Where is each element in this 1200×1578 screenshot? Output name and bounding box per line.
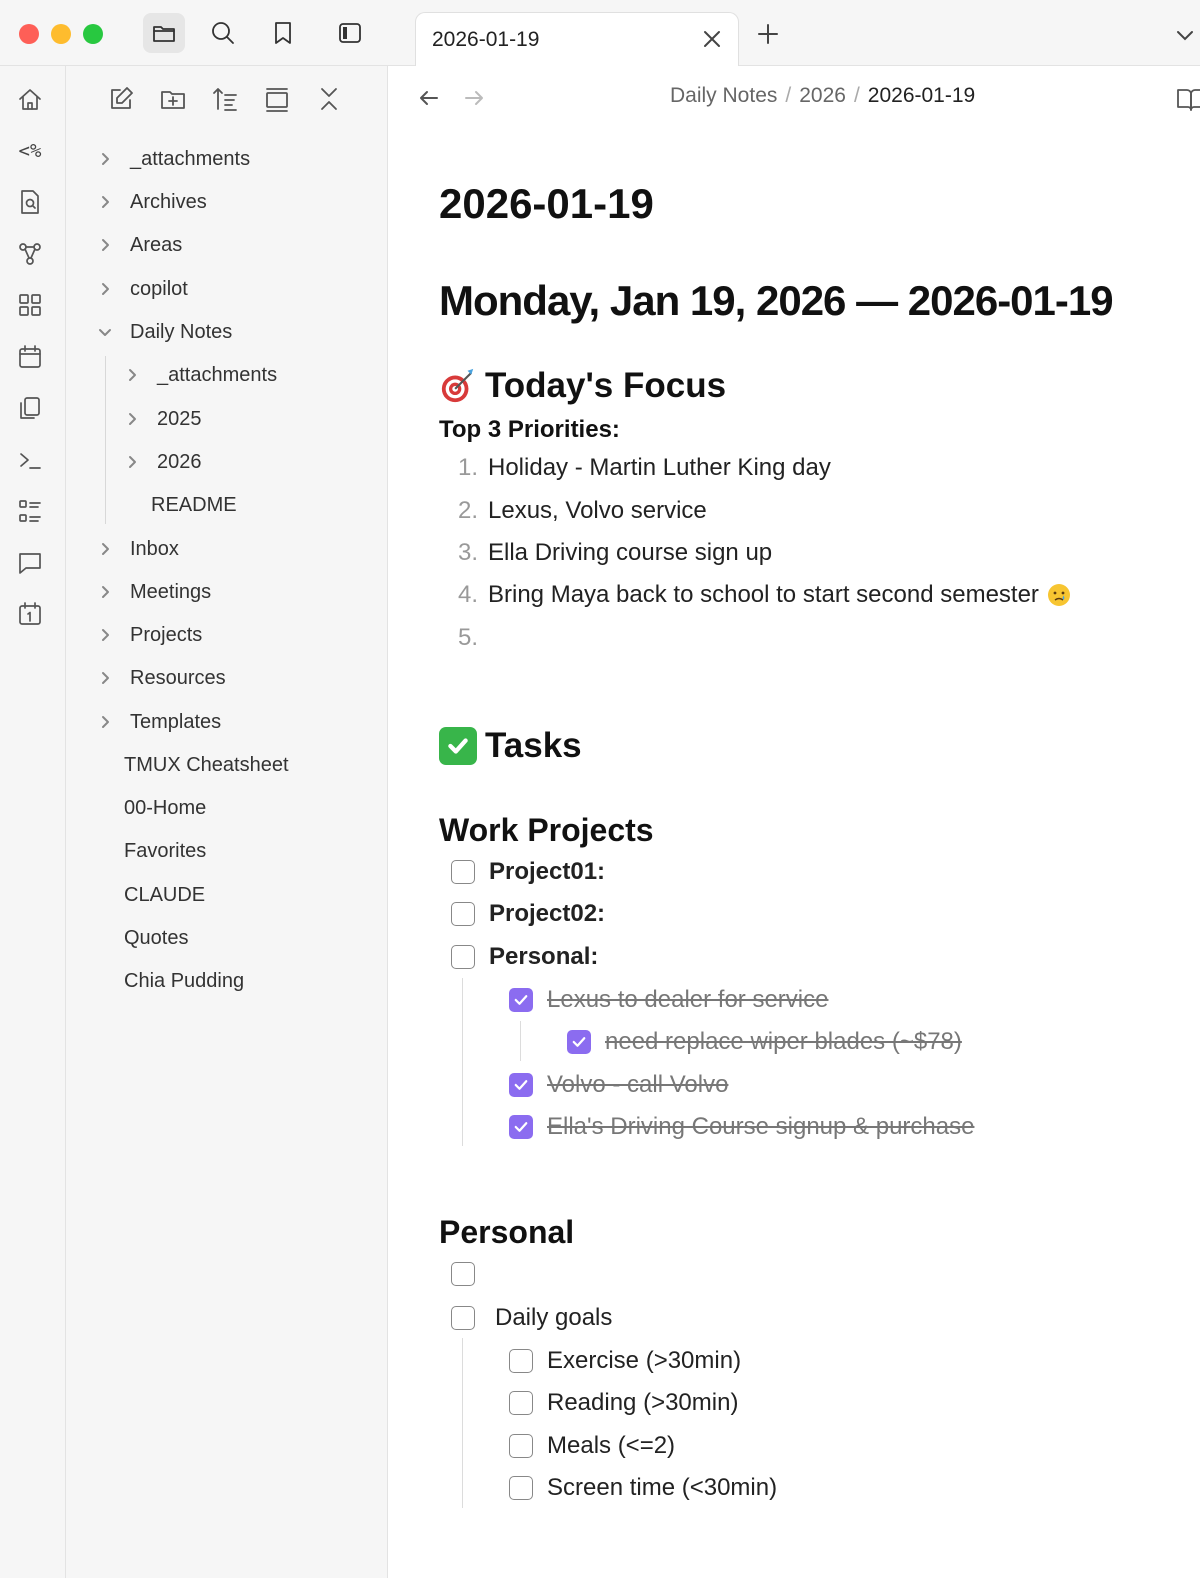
- task-text: Project01:: [489, 858, 606, 885]
- list-number: 4.: [458, 581, 479, 608]
- tree-item-label: CLAUDE: [124, 883, 206, 906]
- breadcrumb-separator: /: [853, 84, 860, 107]
- tree-item-label: Templates: [130, 710, 222, 733]
- task-text: Ella's Driving Course signup & purchase: [547, 1113, 975, 1140]
- breadcrumb: [670, 84, 975, 108]
- tree-folder-daily-attachments[interactable]: [121, 360, 277, 390]
- task-checkbox[interactable]: [509, 1434, 533, 1458]
- arrow-right-icon: [461, 85, 487, 111]
- task-item-done[interactable]: [509, 1071, 728, 1099]
- home-icon: [16, 86, 44, 114]
- tree-folder-areas[interactable]: [94, 230, 182, 260]
- task-item[interactable]: [509, 1347, 741, 1375]
- priority-text: Ella Driving course sign up: [488, 539, 773, 566]
- titlebar-left: [0, 0, 388, 66]
- file-explorer: [66, 66, 388, 1578]
- tree-item-label: Projects: [130, 623, 203, 646]
- calendar-day-icon: [16, 600, 44, 628]
- ribbon-graph-button[interactable]: [16, 240, 44, 268]
- task-text: Lexus to dealer for service: [547, 986, 829, 1013]
- chevron-right-icon[interactable]: [121, 408, 143, 430]
- minimize-window-button[interactable]: [51, 24, 71, 44]
- list-number: 2.: [458, 497, 479, 524]
- tree-folder-copilot[interactable]: [94, 274, 188, 304]
- tab-list-button[interactable]: [1174, 24, 1196, 46]
- tree-folder-inbox[interactable]: [94, 534, 179, 564]
- ribbon-templater-button[interactable]: [12, 137, 48, 165]
- tree-item-label: _attachments: [130, 147, 251, 170]
- chevron-right-icon[interactable]: [94, 624, 116, 646]
- task-item[interactable]: [509, 1474, 777, 1502]
- task-text: Reading (>30min): [547, 1389, 739, 1416]
- sidebar-icon: [337, 20, 363, 46]
- sort-button[interactable]: [210, 84, 240, 114]
- chevron-down-icon[interactable]: [94, 321, 116, 343]
- task-item[interactable]: [451, 1262, 489, 1286]
- forward-button[interactable]: [461, 85, 487, 111]
- tree-file-readme[interactable]: [151, 490, 237, 520]
- indent-guide: [462, 1338, 463, 1508]
- tree-item-label: Areas: [130, 233, 183, 256]
- indent-guide: [520, 1021, 521, 1061]
- task-checkbox[interactable]: [509, 1476, 533, 1500]
- tree-folder-2025[interactable]: [121, 404, 202, 434]
- close-icon: [700, 27, 724, 51]
- tree-file-tmux-cheatsheet[interactable]: [124, 750, 289, 780]
- tasks-heading: [439, 726, 582, 766]
- priorities-label: Top 3 Priorities:: [439, 416, 620, 443]
- tree-folder-projects[interactable]: [94, 620, 202, 650]
- chevron-right-icon[interactable]: [94, 581, 116, 603]
- tree-item-label: Quotes: [124, 926, 189, 949]
- task-item[interactable]: [451, 1304, 612, 1332]
- task-text: Meals (<=2): [547, 1432, 676, 1459]
- tree-item-label: Daily Notes: [130, 320, 233, 343]
- list-icon: [16, 497, 44, 525]
- tree-folder-2026[interactable]: [121, 447, 202, 477]
- folder-icon: [151, 20, 177, 46]
- file-search-icon: [16, 188, 44, 216]
- tree-folder-resources[interactable]: [94, 663, 226, 693]
- task-text: Screen time (<30min): [547, 1474, 778, 1501]
- task-item-done[interactable]: [567, 1028, 962, 1056]
- tree-folder-meetings[interactable]: [94, 577, 211, 607]
- priority-text: Bring Maya back to school to start second semester: [488, 581, 1039, 608]
- focus-heading: [439, 366, 726, 406]
- task-checkbox[interactable]: [451, 860, 475, 884]
- priority-text: Holiday - Martin Luther King day: [488, 454, 831, 481]
- tree-folder-attachments[interactable]: [94, 144, 250, 174]
- task-checkbox[interactable]: [451, 1262, 475, 1286]
- breadcrumb-separator: /: [785, 84, 792, 107]
- files-view-button[interactable]: [143, 13, 185, 53]
- task-checkbox[interactable]: [451, 1306, 475, 1330]
- tasks-heading-text: Tasks: [485, 726, 582, 765]
- list-number: 1.: [458, 454, 479, 481]
- focus-heading-text: Today's Focus: [485, 366, 727, 405]
- task-text: Volvo - call Volvo: [547, 1071, 729, 1098]
- tree-item-label: _attachments: [157, 363, 278, 386]
- task-checkbox[interactable]: [451, 902, 475, 926]
- tree-item-label: README: [151, 493, 237, 516]
- ribbon-terminal-button[interactable]: [16, 446, 44, 474]
- check-icon: [512, 1118, 530, 1136]
- tree-item-label: 2025: [157, 407, 202, 430]
- chevron-right-icon[interactable]: [121, 451, 143, 473]
- ribbon-chat-button[interactable]: [16, 549, 44, 577]
- tree-file-quotes[interactable]: [124, 923, 188, 953]
- check-icon: [512, 1076, 530, 1094]
- chevron-right-icon[interactable]: [94, 148, 116, 170]
- date-heading: Monday, Jan 19, 2026 — 2026-01-19: [439, 277, 1113, 324]
- task-text: Project02:: [489, 900, 606, 927]
- priority-item[interactable]: [458, 581, 1071, 609]
- task-text: Exercise (>30min): [547, 1347, 742, 1374]
- chat-icon: [16, 549, 44, 577]
- tree-file-favorites[interactable]: [124, 836, 206, 866]
- new-tab-button[interactable]: [756, 22, 780, 46]
- plus-icon: [756, 22, 780, 46]
- target-icon: [439, 367, 477, 405]
- task-checkbox-checked[interactable]: [509, 1115, 533, 1139]
- note-title[interactable]: 2026-01-19: [439, 180, 654, 227]
- task-checkbox[interactable]: [509, 1349, 533, 1373]
- tree-item-label: TMUX Cheatsheet: [124, 753, 289, 776]
- tree-folder-daily-notes[interactable]: [94, 317, 232, 347]
- task-text: Daily goals: [495, 1304, 613, 1331]
- tree-item-label: Resources: [130, 666, 226, 689]
- edit-icon: [107, 85, 135, 113]
- task-text: Personal:: [489, 943, 599, 970]
- ribbon: [0, 66, 66, 1578]
- reveal-icon: [263, 85, 291, 113]
- task-item-done[interactable]: [509, 986, 828, 1014]
- tab-bar: [388, 0, 1200, 66]
- tree-item-label: Favorites: [124, 839, 207, 862]
- breadcrumb-daily-notes[interactable]: Daily Notes: [670, 84, 778, 107]
- chevron-right-icon[interactable]: [94, 278, 116, 300]
- book-open-icon: [1176, 86, 1200, 112]
- collapse-all-button[interactable]: [314, 84, 344, 114]
- check-icon: [512, 991, 530, 1009]
- new-note-button[interactable]: [106, 84, 136, 114]
- chevron-right-icon[interactable]: [94, 234, 116, 256]
- task-item[interactable]: [451, 858, 605, 886]
- tree-folder-templates[interactable]: [94, 707, 221, 737]
- task-item[interactable]: [509, 1389, 738, 1417]
- check-icon: [570, 1033, 588, 1051]
- templater-icon: <%: [18, 140, 42, 162]
- tab-title: 2026-01-19: [432, 28, 540, 51]
- indent-guide: [105, 356, 106, 524]
- chevron-down-icon: [1174, 24, 1196, 46]
- tree-folder-archives[interactable]: [94, 187, 207, 217]
- ribbon-calendar-day-button[interactable]: [16, 600, 44, 628]
- grid-icon: [16, 291, 44, 319]
- tree-item-label: Archives: [130, 190, 207, 213]
- arrow-left-icon: [416, 85, 442, 111]
- copy-icon: [16, 394, 44, 422]
- tree-item-label: Chia Pudding: [124, 969, 245, 992]
- auto-reveal-button[interactable]: [262, 84, 292, 114]
- toggle-sidebar-button[interactable]: [329, 13, 371, 53]
- collapse-icon: [315, 85, 343, 113]
- priority-item[interactable]: [458, 497, 707, 525]
- task-checkbox[interactable]: [451, 945, 475, 969]
- reading-view-button[interactable]: [1176, 86, 1200, 112]
- task-item[interactable]: [451, 900, 605, 928]
- task-item[interactable]: [509, 1432, 675, 1460]
- terminal-icon: [16, 446, 44, 474]
- ribbon-daily-note-button[interactable]: [16, 343, 44, 371]
- priority-text: Lexus, Volvo service: [488, 497, 707, 524]
- explorer-actions: [106, 84, 344, 114]
- tree-item-label: Inbox: [130, 537, 179, 560]
- chevron-right-icon[interactable]: [121, 364, 143, 386]
- task-checkbox-checked[interactable]: [509, 1073, 533, 1097]
- task-checkbox[interactable]: [509, 1391, 533, 1415]
- tree-file-chia-pudding[interactable]: [124, 966, 244, 996]
- indent-guide: [462, 978, 463, 1146]
- list-number: 3.: [458, 539, 479, 566]
- chevron-right-icon[interactable]: [94, 667, 116, 689]
- folder-plus-icon: [159, 85, 187, 113]
- list-number: 5.: [458, 624, 479, 651]
- task-item-done[interactable]: [509, 1113, 974, 1141]
- personal-heading: Personal: [439, 1214, 575, 1250]
- search-icon: [210, 20, 236, 46]
- chevron-right-icon[interactable]: [94, 711, 116, 733]
- search-view-button[interactable]: [202, 13, 244, 53]
- chevron-right-icon[interactable]: [94, 191, 116, 213]
- sort-icon: [211, 85, 239, 113]
- graph-icon: [16, 240, 44, 268]
- task-item[interactable]: [451, 943, 598, 971]
- tree-file-00-home[interactable]: [124, 793, 206, 823]
- tree-item-label: 2026: [157, 450, 202, 473]
- new-folder-button[interactable]: [158, 84, 188, 114]
- tab-active[interactable]: [415, 12, 739, 67]
- ribbon-search-file-button[interactable]: [16, 188, 44, 216]
- close-window-button[interactable]: [19, 24, 39, 44]
- crying-face-icon: [1047, 583, 1071, 607]
- bookmark-icon: [270, 20, 296, 46]
- back-button[interactable]: [416, 85, 442, 111]
- calendar-icon: [16, 343, 44, 371]
- ribbon-home-button[interactable]: [16, 86, 44, 114]
- tree-file-claude[interactable]: [124, 880, 205, 910]
- ribbon-list-button[interactable]: [16, 497, 44, 525]
- task-checkbox-checked[interactable]: [509, 988, 533, 1012]
- tab-close-button[interactable]: [700, 27, 724, 51]
- tree-item-label: copilot: [130, 277, 188, 300]
- work-projects-heading: Work Projects: [439, 812, 654, 848]
- priority-item[interactable]: [458, 454, 831, 482]
- check-mark-button-icon: [439, 727, 477, 765]
- ribbon-copy-button[interactable]: [16, 394, 44, 422]
- bookmarks-view-button[interactable]: [262, 13, 304, 53]
- editor-pane: [388, 66, 1200, 1578]
- chevron-right-icon[interactable]: [94, 538, 116, 560]
- priority-item[interactable]: [458, 539, 772, 567]
- priority-item[interactable]: [458, 624, 488, 652]
- breadcrumb-current[interactable]: 2026-01-19: [867, 84, 976, 107]
- task-text: need replace wiper blades (~$78): [605, 1028, 962, 1055]
- breadcrumb-2026[interactable]: 2026: [799, 84, 846, 107]
- ribbon-canvas-button[interactable]: [16, 291, 44, 319]
- tree-item-label: Meetings: [130, 580, 212, 603]
- tree-item-label: 00-Home: [124, 796, 207, 819]
- task-checkbox-checked[interactable]: [567, 1030, 591, 1054]
- zoom-window-button[interactable]: [83, 24, 103, 44]
